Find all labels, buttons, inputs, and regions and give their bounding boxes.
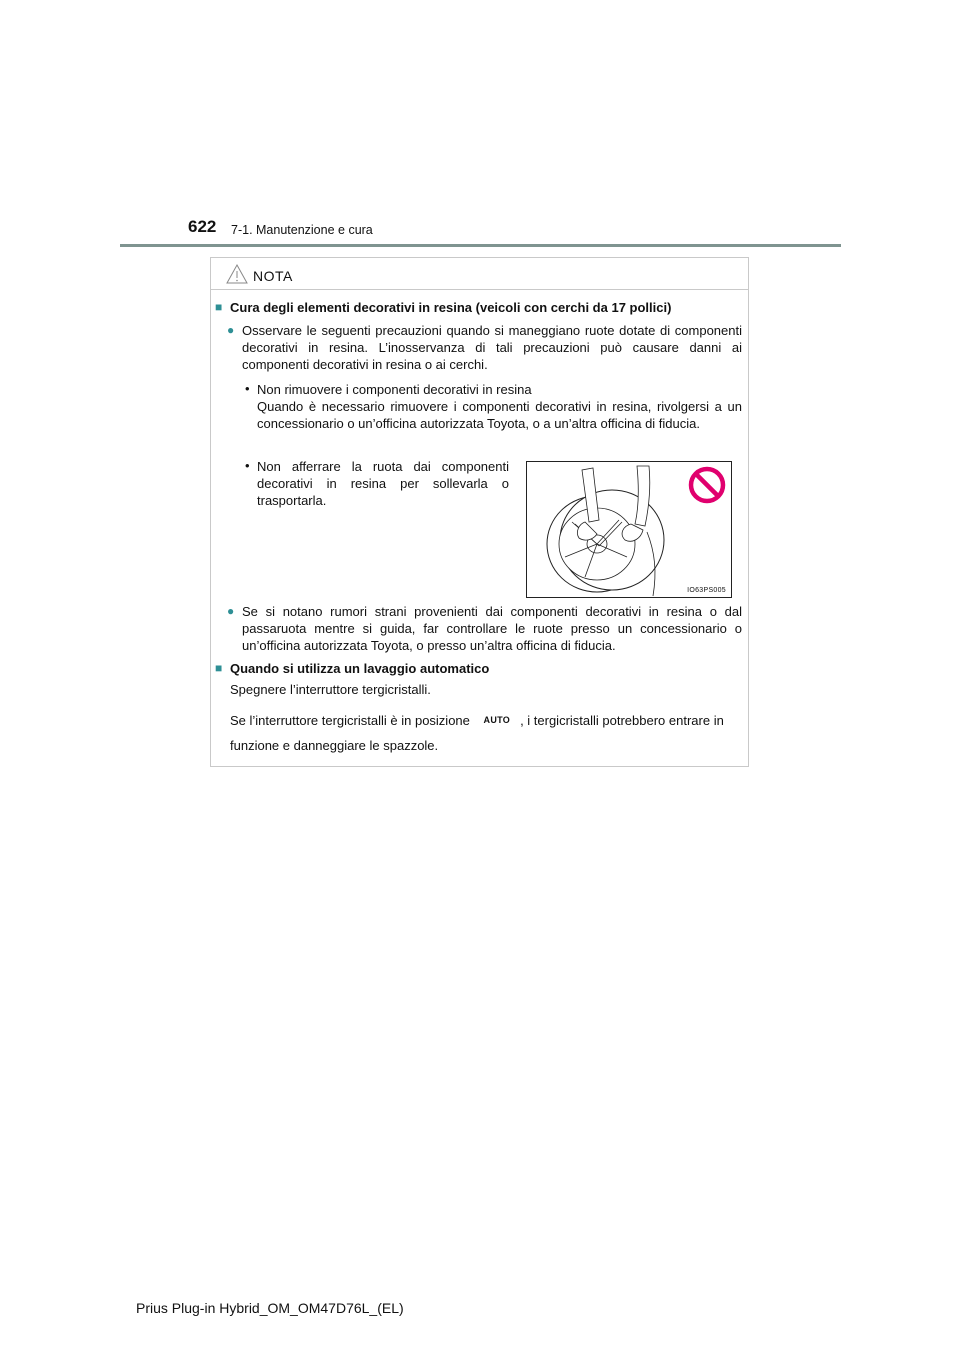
section2-para2-before: Se l’interruttore tergicristalli è in posizione [230,713,470,728]
wheel-illustration [526,461,732,598]
dot-bullet-icon: • [245,381,250,396]
section2-para2-after: , i tergicristalli potrebbero entrare in [520,713,724,728]
section-title: 7-1. Manutenzione e cura [231,223,373,237]
warning-triangle-icon [225,263,249,285]
prohibition-icon [691,469,723,501]
wheel-drawing [527,462,731,597]
illustration-code: IO63PS005 [687,587,726,594]
section1-para2: Se si notano rumori strani provenienti dai componenti decorativi in resina o dal passaruota mentre si guida, far controllare le ruote presso un concessionario o un’officina autorizzata Toyota, o presso un’altra officina di fiducia. [242,604,742,653]
section2-heading: Quando si utilizza un lavaggio automatico [230,661,490,676]
auto-position-badge: AUTO [483,715,511,725]
header-divider [120,244,841,247]
section2-para2-end: funzione e danneggiare le spazzole. [230,738,439,753]
circle-bullet-icon: ● [227,323,235,337]
note-title: NOTA [253,268,293,284]
page-number: 622 [188,217,217,236]
dot-bullet-icon: • [245,458,250,473]
note-divider [211,289,748,290]
section1-para1: Osservare le seguenti precauzioni quando si maneggiano ruote dotate di componenti decorativi in resina. L’inosservanza di tali precauzioni può causare danni ai componenti decorativi in resina o ai cerchi. [242,323,742,372]
section1-bullet2: Non afferrare la ruota dai componenti decorativi in resina per sollevarla o trasportarla. [257,459,509,508]
section1-heading: Cura degli elementi decorativi in resina (veicoli con cerchi da 17 pollici) [230,300,672,315]
footer-manual-id: Prius Plug-in Hybrid_OM_OM47D76L_(EL) [136,1300,404,1316]
circle-bullet-icon: ● [227,604,235,618]
section2-para2 [230,711,745,730]
note-box [210,257,749,767]
square-bullet-icon: ■ [215,300,223,314]
square-bullet-icon: ■ [215,661,223,675]
section1-bullet1: Non rimuovere i componenti decorativi in resina Quando è necessario rimuovere i componenti decorativi in resina, rivolgersi a un concessionario o un’officina autorizzata Toyota, o a un’altra officina di fiducia. [257,382,742,431]
section2-para1: Spegnere l’interruttore tergicristalli. [230,682,431,697]
